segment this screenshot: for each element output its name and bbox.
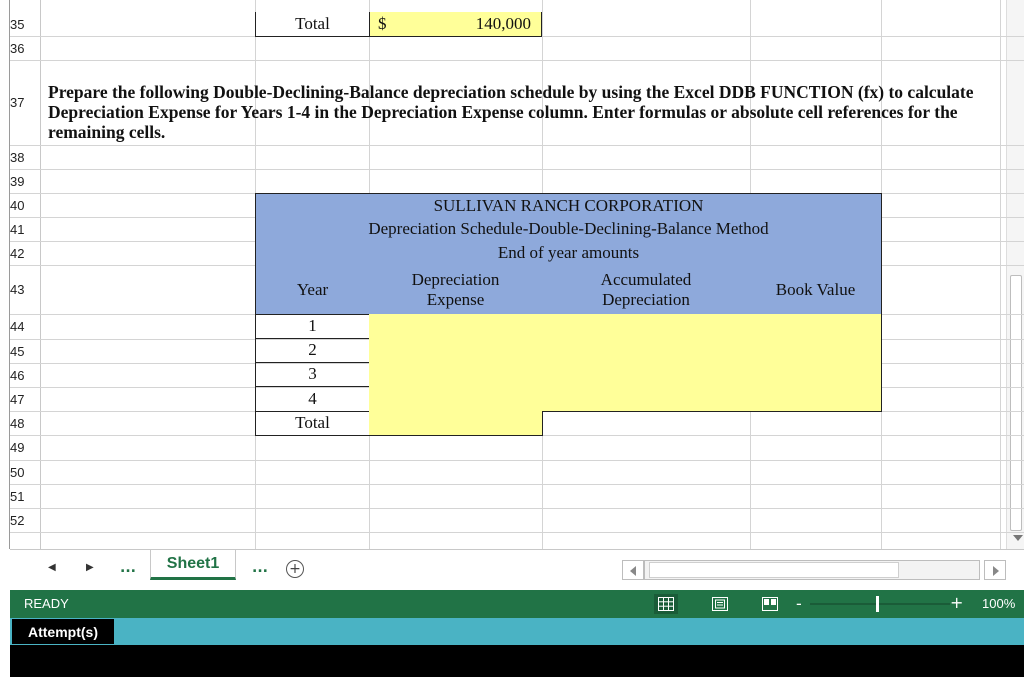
prev-sheet-arrow-icon[interactable]: ◀: [48, 562, 56, 573]
horizontal-scroll-right-button[interactable]: [984, 560, 1006, 580]
grid-row-line: [10, 169, 1024, 170]
grid-row-line: [10, 460, 1024, 461]
next-sheet-arrow-icon[interactable]: ▶: [86, 562, 94, 573]
more-sheets-right[interactable]: ...: [252, 560, 268, 576]
attempt-bar: [10, 618, 1024, 645]
row-header-divider: [40, 0, 41, 549]
sheet-tab-bar: [10, 549, 1024, 590]
book-value-header[interactable]: Book Value: [750, 265, 882, 315]
accumulated-depreciation-header[interactable]: [542, 265, 751, 315]
status-bar: [10, 590, 1024, 618]
year-cell[interactable]: 1: [255, 314, 370, 339]
grid-row-line: [10, 60, 1024, 61]
accumulated-depreciation-input[interactable]: [542, 314, 751, 339]
row-header[interactable]: 48: [10, 415, 25, 431]
accumulated-depreciation-input[interactable]: [542, 362, 751, 387]
depreciation-expense-input[interactable]: [369, 362, 543, 387]
sheet-tab-label: Sheet1: [166, 554, 220, 572]
add-sheet-glyph: +: [289, 561, 301, 577]
scroll-left-arrow-icon: [630, 566, 636, 576]
row-header[interactable]: 40: [10, 197, 25, 213]
row-header[interactable]: 52: [10, 512, 25, 528]
row-header[interactable]: 44: [10, 319, 25, 334]
row-header[interactable]: 36: [10, 40, 25, 56]
sheet-tab-sheet1[interactable]: [150, 550, 236, 580]
year-cell[interactable]: 4: [255, 386, 370, 412]
grid-col-line: [1000, 0, 1001, 549]
row-header[interactable]: 46: [10, 367, 25, 383]
row-header[interactable]: 39: [10, 173, 25, 189]
grid-row-line: [10, 145, 1024, 146]
page-break-view-icon[interactable]: [758, 594, 782, 614]
row-header[interactable]: 49: [10, 440, 25, 455]
horizontal-scrollbar-track[interactable]: [644, 560, 980, 580]
page-break-glyph: [762, 597, 778, 611]
company-name-cell[interactable]: SULLIVAN RANCH CORPORATION: [255, 193, 882, 218]
schedule-total-label[interactable]: Total: [255, 411, 370, 436]
row-header[interactable]: 42: [10, 245, 25, 261]
attempts-label-box[interactable]: [12, 619, 114, 644]
zoom-slider-thumb[interactable]: [876, 596, 879, 612]
row-header[interactable]: 45: [10, 343, 25, 359]
page-layout-view-icon[interactable]: [708, 594, 732, 614]
scroll-right-arrow-icon: [993, 566, 999, 576]
zoom-out-button[interactable]: -: [796, 594, 802, 613]
total-depreciation-expense-input[interactable]: [369, 411, 543, 436]
row-header[interactable]: 47: [10, 391, 25, 407]
header-line: Depreciation: [411, 269, 500, 289]
grid-row-line: [10, 484, 1024, 485]
row-header[interactable]: 43: [10, 282, 25, 297]
row-header[interactable]: 41: [10, 221, 25, 237]
dollar-sign: $: [378, 14, 387, 33]
total-amount-cell[interactable]: [369, 12, 542, 37]
accumulated-depreciation-input[interactable]: [542, 386, 751, 412]
bottom-black-bar: [10, 645, 1024, 677]
depreciation-expense-input[interactable]: [369, 386, 543, 412]
schedule-title-cell[interactable]: Depreciation Schedule-Double-Declining-Balance Method: [255, 217, 882, 242]
zoom-in-button[interactable]: +: [950, 593, 964, 612]
attempts-label: Attempt(s): [28, 623, 98, 640]
ready-status: READY: [24, 596, 69, 611]
row-header[interactable]: 35: [10, 16, 25, 32]
more-sheets-left[interactable]: ...: [120, 560, 136, 576]
depreciation-expense-input[interactable]: [369, 314, 543, 339]
add-sheet-icon[interactable]: [286, 560, 304, 578]
accumulated-depreciation-input[interactable]: [542, 338, 751, 363]
grid-row-line: [10, 508, 1024, 509]
schedule-subtitle-cell[interactable]: End of year amounts: [255, 241, 882, 266]
year-cell[interactable]: 2: [255, 338, 370, 363]
header-line: Accumulated: [600, 269, 692, 289]
horizontal-scrollbar-thumb[interactable]: [649, 562, 899, 578]
grid-glyph: [658, 597, 674, 611]
total-amount-value: 140,000: [475, 14, 531, 33]
book-value-input[interactable]: [750, 338, 882, 363]
year-header[interactable]: Year: [255, 265, 370, 315]
book-value-input[interactable]: [750, 386, 882, 412]
zoom-slider-track[interactable]: [810, 603, 950, 605]
instruction-text[interactable]: Prepare the following Double-Declining-Balance depreciation schedule by using the Excel DDB FUNCTION (fx) to calculate Depreciation Expense for Years 1-4 in the Depreciation Expense column. Enter formulas or absolute cell references for the remaining cells.: [48, 82, 974, 142]
normal-view-icon[interactable]: [654, 594, 678, 614]
year-cell[interactable]: 3: [255, 362, 370, 387]
book-value-input[interactable]: [750, 314, 882, 339]
horizontal-scroll-left-button[interactable]: [622, 560, 644, 580]
header-line: Expense: [426, 289, 485, 309]
row-header[interactable]: 51: [10, 488, 25, 504]
row-header[interactable]: 38: [10, 149, 25, 165]
scroll-down-arrow-icon[interactable]: [1013, 535, 1023, 541]
depreciation-expense-header[interactable]: [369, 265, 543, 315]
total-label-cell[interactable]: Total: [255, 12, 370, 37]
zoom-level[interactable]: 100%: [982, 596, 1016, 611]
row-header[interactable]: 50: [10, 464, 25, 480]
row-header[interactable]: 37: [10, 95, 25, 110]
book-value-input[interactable]: [750, 362, 882, 387]
grid-row-line: [10, 532, 1024, 533]
page-layout-glyph: [712, 597, 728, 611]
depreciation-expense-input[interactable]: [369, 338, 543, 363]
header-line: Depreciation: [602, 289, 690, 309]
